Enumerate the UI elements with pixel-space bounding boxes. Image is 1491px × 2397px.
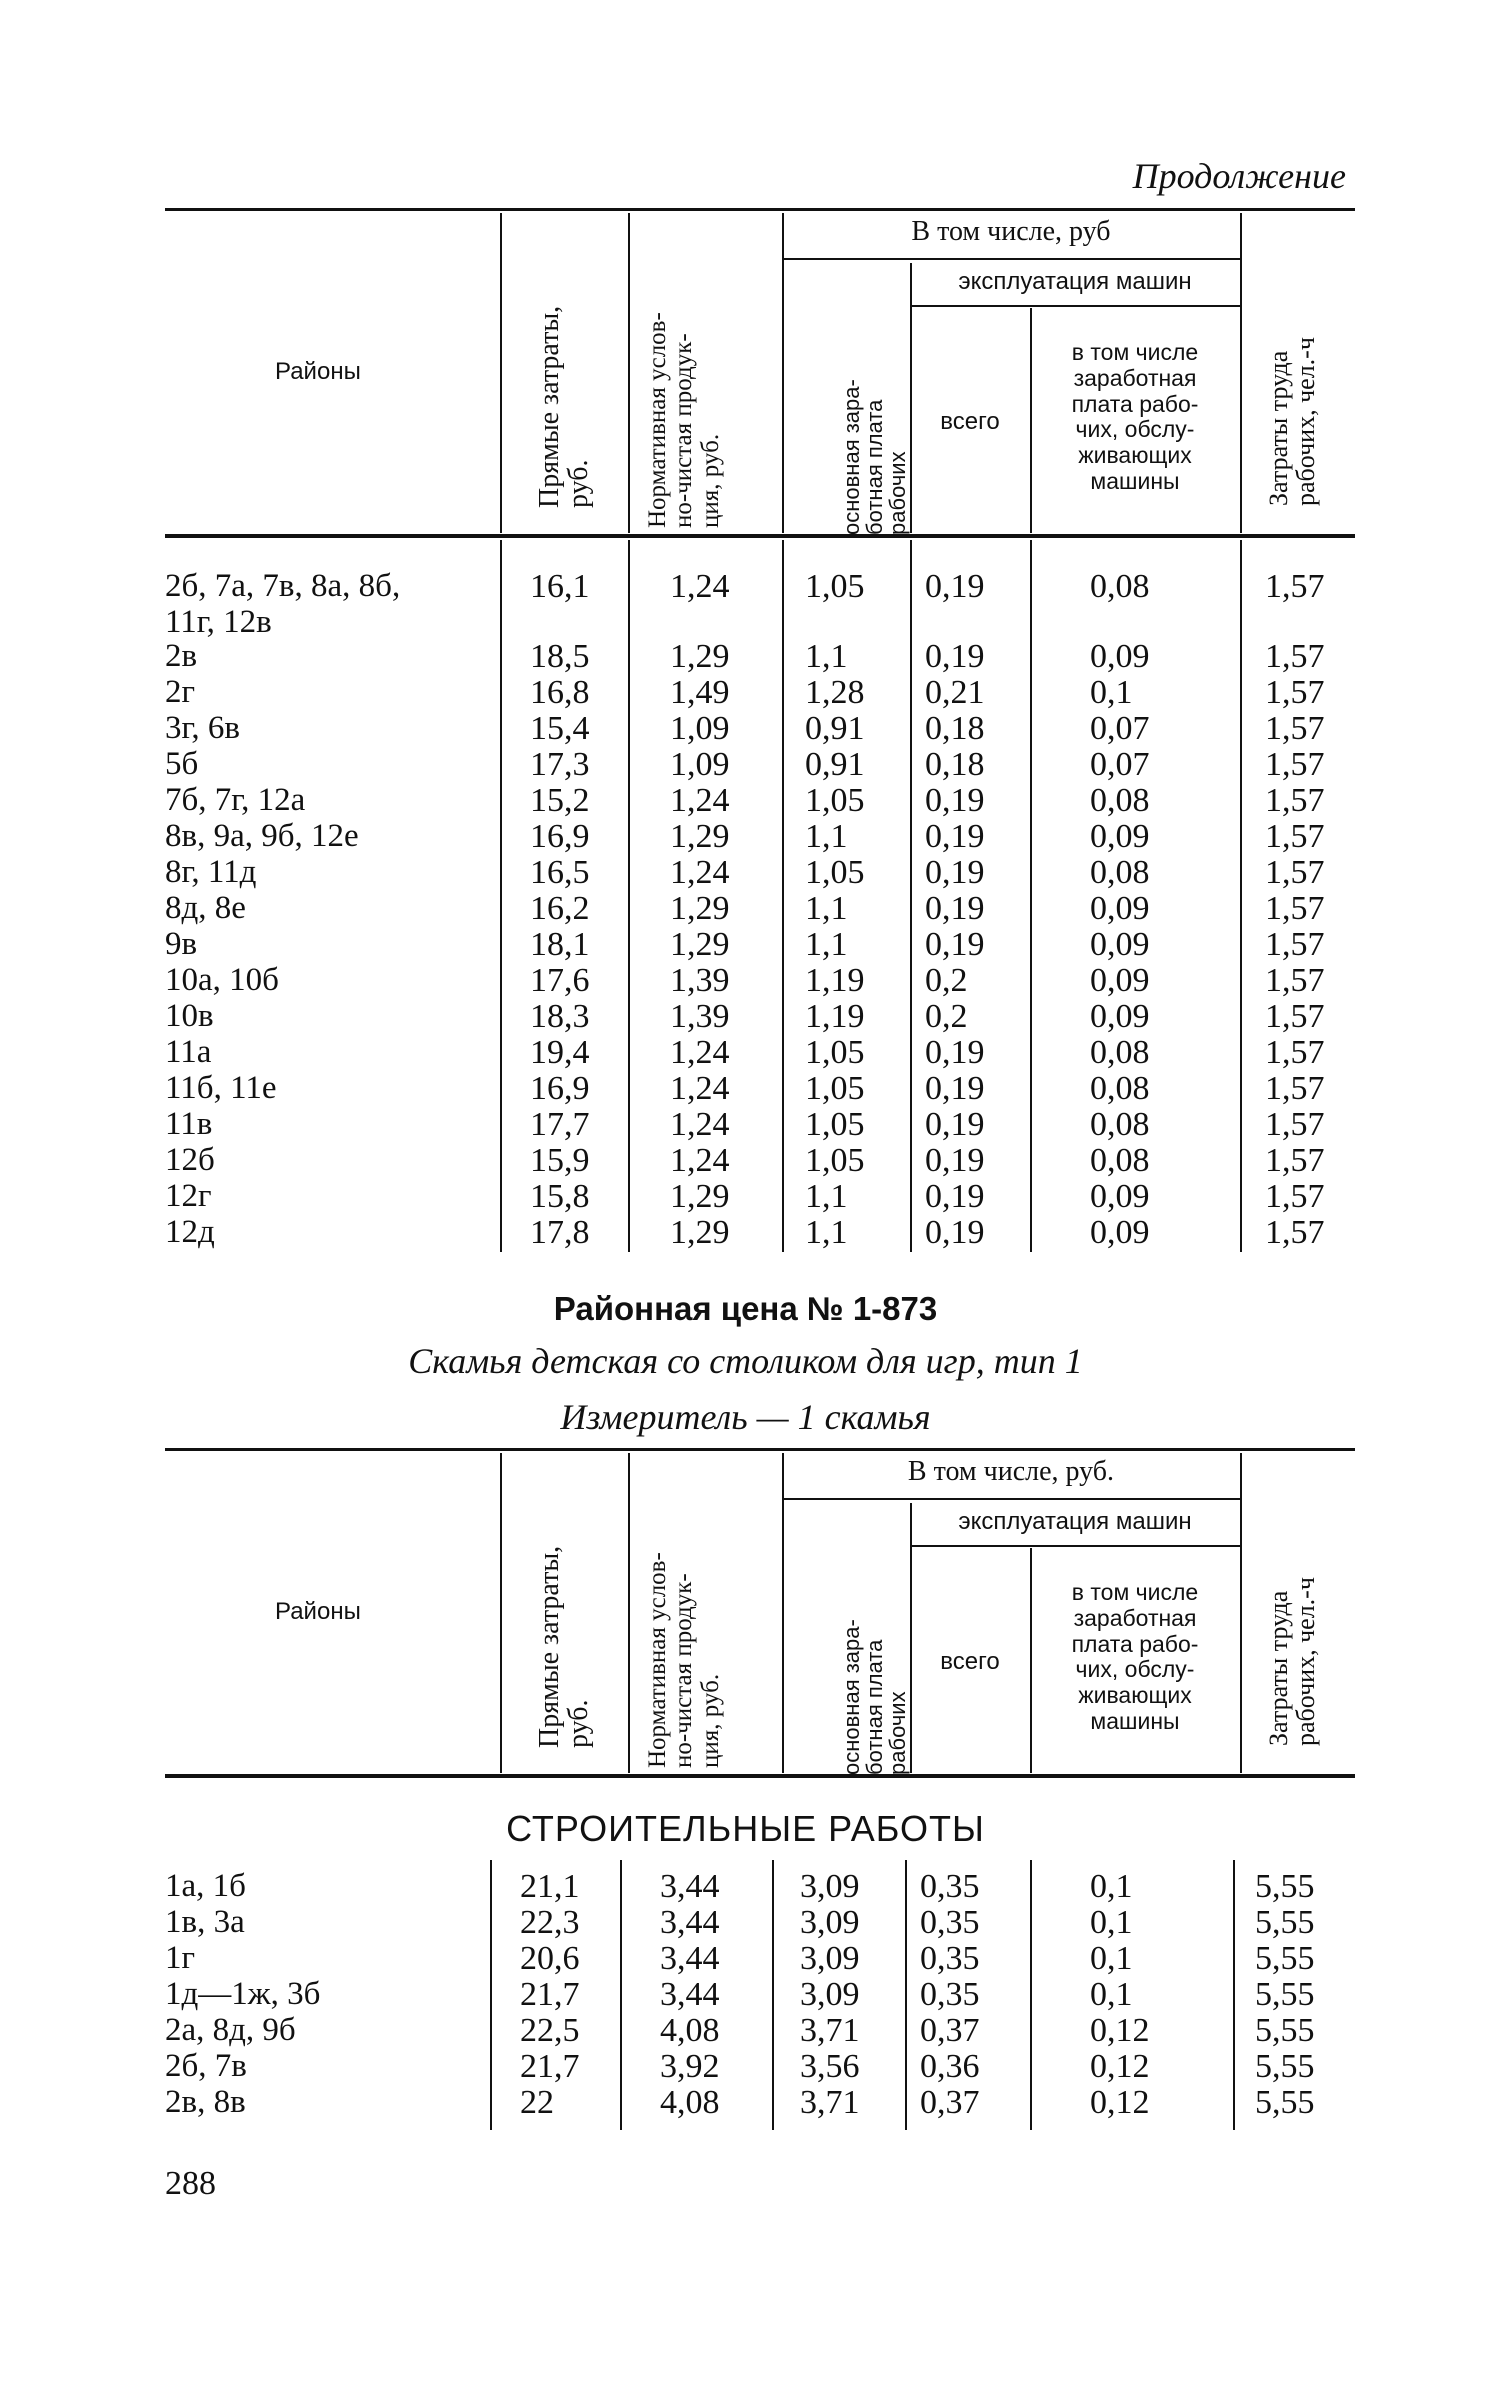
value-cell: 1,57 — [1265, 1178, 1325, 1215]
value-cell: 1,29 — [670, 890, 730, 927]
value-cell: 1,29 — [670, 638, 730, 675]
value-cell: 0,09 — [1090, 962, 1150, 999]
header-machine-ops: эксплуатация машин — [958, 268, 1192, 295]
region-cell: 8в, 9а, 9б, 12е — [165, 818, 359, 854]
item-title: Скамья детская со столиком для игр, тип 1 — [408, 1341, 1083, 1381]
value-cell: 1,57 — [1265, 638, 1325, 675]
value-cell: 1,1 — [805, 638, 848, 675]
value-cell: 17,3 — [530, 746, 590, 783]
value-cell: 0,19 — [925, 1034, 985, 1071]
region-cell: 11а — [165, 1034, 212, 1070]
divider — [500, 540, 502, 1252]
value-cell: 1,57 — [1265, 1034, 1325, 1071]
value-cell: 16,5 — [530, 854, 590, 891]
header-labor: Затраты труда рабочих, чел.-ч — [1264, 1577, 1321, 1746]
value-cell: 0,2 — [925, 962, 968, 999]
value-cell: 0,35 — [920, 1940, 980, 1977]
divider — [628, 213, 630, 533]
value-cell: 15,8 — [530, 1178, 590, 1215]
value-cell: 0,35 — [920, 1904, 980, 1941]
region-cell: 11б, 11е — [165, 1070, 277, 1106]
value-cell: 0,1 — [1090, 674, 1133, 711]
value-cell: 0,08 — [1090, 1142, 1150, 1179]
value-cell: 3,09 — [800, 1868, 860, 1905]
region-cell: 3г, 6в — [165, 710, 240, 746]
value-cell: 1,24 — [670, 782, 730, 819]
value-cell: 5,55 — [1255, 1904, 1315, 1941]
value-cell: 17,7 — [530, 1106, 590, 1143]
value-cell: 16,2 — [530, 890, 590, 927]
header-base-wage: основная зара- ботная плата рабочих — [839, 1619, 911, 1775]
value-cell: 0,08 — [1090, 1034, 1150, 1071]
price-title: Районная цена № 1-873 — [553, 1290, 938, 1327]
value-cell: 1,57 — [1265, 926, 1325, 963]
value-cell: 1,24 — [670, 1142, 730, 1179]
divider — [1030, 1860, 1032, 2130]
divider — [910, 305, 1240, 307]
header-regions: Районы — [275, 1598, 361, 1625]
value-cell: 0,19 — [925, 568, 985, 605]
value-cell: 1,1 — [805, 1178, 848, 1215]
value-cell: 0,2 — [925, 998, 968, 1035]
table2-body — [165, 1860, 1355, 2140]
value-cell: 0,09 — [1090, 1214, 1150, 1251]
value-cell: 1,57 — [1265, 1106, 1325, 1143]
divider — [165, 1448, 1355, 1451]
value-cell: 0,35 — [920, 1976, 980, 2013]
header-including: В том числе, руб — [911, 216, 1111, 247]
divider — [500, 213, 502, 533]
value-cell: 1,29 — [670, 1178, 730, 1215]
value-cell: 0,21 — [925, 674, 985, 711]
table2-header — [165, 1448, 1355, 1780]
section-title: СТРОИТЕЛЬНЫЕ РАБОТЫ — [506, 1808, 985, 1849]
value-cell: 5,55 — [1255, 2084, 1315, 2121]
value-cell: 1,57 — [1265, 710, 1325, 747]
divider — [165, 208, 1355, 211]
value-cell: 1,24 — [670, 1106, 730, 1143]
value-cell: 5,55 — [1255, 2012, 1315, 2049]
region-cell: 2б, 7в — [165, 2048, 247, 2084]
value-cell: 0,08 — [1090, 854, 1150, 891]
value-cell: 1,57 — [1265, 998, 1325, 1035]
value-cell: 1,05 — [805, 1142, 865, 1179]
divider — [1233, 1860, 1235, 2130]
divider — [490, 1860, 492, 2130]
region-cell: 10а, 10б — [165, 962, 279, 998]
value-cell: 21,7 — [520, 2048, 580, 2085]
value-cell: 0,12 — [1090, 2012, 1150, 2049]
region-cell: 5б — [165, 746, 199, 782]
value-cell: 1,1 — [805, 926, 848, 963]
value-cell: 15,9 — [530, 1142, 590, 1179]
value-cell: 22,3 — [520, 1904, 580, 1941]
value-cell: 0,19 — [925, 854, 985, 891]
value-cell: 0,19 — [925, 926, 985, 963]
divider — [620, 1860, 622, 2130]
region-cell: 2а, 8д, 9б — [165, 2012, 296, 2048]
value-cell: 1,24 — [670, 568, 730, 605]
value-cell: 3,71 — [800, 2084, 860, 2121]
divider — [628, 1453, 630, 1773]
value-cell: 1,24 — [670, 1034, 730, 1071]
value-cell: 15,4 — [530, 710, 590, 747]
value-cell: 17,6 — [530, 962, 590, 999]
divider — [782, 1453, 784, 1773]
value-cell: 1,29 — [670, 926, 730, 963]
value-cell: 1,39 — [670, 998, 730, 1035]
divider — [1240, 540, 1242, 1252]
value-cell: 0,09 — [1090, 638, 1150, 675]
value-cell: 3,44 — [660, 1940, 720, 1977]
value-cell: 0,19 — [925, 818, 985, 855]
value-cell: 0,12 — [1090, 2084, 1150, 2121]
value-cell: 1,57 — [1265, 568, 1325, 605]
value-cell: 18,3 — [530, 998, 590, 1035]
value-cell: 0,18 — [925, 710, 985, 747]
value-cell: 0,1 — [1090, 1868, 1133, 1905]
value-cell: 0,19 — [925, 890, 985, 927]
region-cell: 12г — [165, 1178, 212, 1214]
value-cell: 3,09 — [800, 1976, 860, 2013]
value-cell: 0,09 — [1090, 926, 1150, 963]
value-cell: 0,1 — [1090, 1976, 1133, 2013]
header-base-wage: основная зара- ботная плата рабочих — [839, 379, 911, 535]
value-cell: 3,92 — [660, 2048, 720, 2085]
value-cell: 0,18 — [925, 746, 985, 783]
value-cell: 4,08 — [660, 2084, 720, 2121]
value-cell: 0,08 — [1090, 1106, 1150, 1143]
region-cell: 8г, 11д — [165, 854, 257, 890]
unit-title: Измеритель — 1 скамья — [560, 1397, 931, 1437]
region-cell: 2в — [165, 638, 198, 674]
header-normative: Нормативная услов- но-чистая продук- ция, руб. — [644, 312, 724, 528]
header-labor: Затраты труда рабочих, чел.-ч — [1264, 337, 1321, 506]
value-cell: 0,19 — [925, 1214, 985, 1251]
value-cell: 0,07 — [1090, 746, 1150, 783]
region-cell: 1в, 3а — [165, 1904, 245, 1940]
value-cell: 1,29 — [670, 1214, 730, 1251]
value-cell: 0,1 — [1090, 1904, 1133, 1941]
divider — [628, 540, 630, 1252]
value-cell: 5,55 — [1255, 1868, 1315, 1905]
divider — [910, 1545, 1240, 1547]
value-cell: 0,19 — [925, 1142, 985, 1179]
continuation-label: Продолжение — [1132, 156, 1346, 196]
value-cell: 1,57 — [1265, 962, 1325, 999]
header-incl-wage: в том числе заработная плата рабо- чих, обслу- живающих машины — [1071, 1579, 1199, 1734]
region-cell: 12д — [165, 1214, 215, 1250]
value-cell: 1,05 — [805, 1070, 865, 1107]
value-cell: 0,19 — [925, 782, 985, 819]
value-cell: 1,1 — [805, 818, 848, 855]
value-cell: 5,55 — [1255, 2048, 1315, 2085]
value-cell: 1,19 — [805, 962, 865, 999]
value-cell: 19,4 — [530, 1034, 590, 1071]
value-cell: 21,7 — [520, 1976, 580, 2013]
table1-header — [165, 208, 1355, 540]
value-cell: 16,9 — [530, 1070, 590, 1107]
table1-body — [165, 540, 1355, 1255]
value-cell: 20,6 — [520, 1940, 580, 1977]
divider — [165, 534, 1355, 538]
divider — [782, 540, 784, 1252]
value-cell: 0,08 — [1090, 782, 1150, 819]
region-cell: 2в, 8в — [165, 2084, 246, 2120]
divider — [782, 258, 1240, 260]
header-machine-ops: эксплуатация машин — [958, 1508, 1192, 1535]
header-direct-costs: Прямые затраты, руб. — [534, 1545, 595, 1748]
value-cell: 1,57 — [1265, 782, 1325, 819]
header-regions: Районы — [275, 358, 361, 385]
value-cell: 1,29 — [670, 818, 730, 855]
value-cell: 0,09 — [1090, 818, 1150, 855]
value-cell: 0,08 — [1090, 568, 1150, 605]
header-direct-costs: Прямые затраты, руб. — [534, 305, 595, 508]
value-cell: 1,1 — [805, 1214, 848, 1251]
value-cell: 0,37 — [920, 2012, 980, 2049]
value-cell: 1,24 — [670, 854, 730, 891]
divider — [905, 1860, 907, 2130]
value-cell: 1,24 — [670, 1070, 730, 1107]
value-cell: 0,1 — [1090, 1940, 1133, 1977]
value-cell: 1,39 — [670, 962, 730, 999]
value-cell: 1,05 — [805, 568, 865, 605]
value-cell: 1,57 — [1265, 746, 1325, 783]
value-cell: 0,19 — [925, 1178, 985, 1215]
value-cell: 3,09 — [800, 1904, 860, 1941]
region-cell: 9в — [165, 926, 198, 962]
value-cell: 3,44 — [660, 1868, 720, 1905]
region-cell: 1а, 1б — [165, 1868, 246, 1904]
value-cell: 17,8 — [530, 1214, 590, 1251]
value-cell: 1,05 — [805, 782, 865, 819]
value-cell: 16,1 — [530, 568, 590, 605]
divider — [1030, 540, 1032, 1252]
value-cell: 1,19 — [805, 998, 865, 1035]
divider — [782, 213, 784, 533]
value-cell: 1,57 — [1265, 890, 1325, 927]
region-cell: 1д—1ж, 3б — [165, 1976, 321, 2012]
divider — [772, 1860, 774, 2130]
value-cell: 1,09 — [670, 746, 730, 783]
value-cell: 0,09 — [1090, 998, 1150, 1035]
value-cell: 4,08 — [660, 2012, 720, 2049]
divider — [165, 1774, 1355, 1778]
value-cell: 0,37 — [920, 2084, 980, 2121]
value-cell: 3,44 — [660, 1976, 720, 2013]
region-cell: 8д, 8е — [165, 890, 246, 926]
region-cell: 1г — [165, 1940, 196, 1976]
value-cell: 0,12 — [1090, 2048, 1150, 2085]
region-cell: 2г — [165, 674, 196, 710]
value-cell: 0,91 — [805, 710, 865, 747]
value-cell: 18,5 — [530, 638, 590, 675]
value-cell: 3,09 — [800, 1940, 860, 1977]
value-cell: 16,8 — [530, 674, 590, 711]
divider — [782, 1498, 1240, 1500]
value-cell: 0,19 — [925, 638, 985, 675]
header-normative: Нормативная услов- но-чистая продук- ция, руб. — [644, 1552, 724, 1768]
value-cell: 1,05 — [805, 1034, 865, 1071]
value-cell: 22 — [520, 2084, 554, 2121]
value-cell: 1,49 — [670, 674, 730, 711]
region-cell: 10в — [165, 998, 214, 1034]
value-cell: 15,2 — [530, 782, 590, 819]
value-cell: 3,71 — [800, 2012, 860, 2049]
region-cell: 11в — [165, 1106, 213, 1142]
value-cell: 18,1 — [530, 926, 590, 963]
header-total: всего — [940, 408, 1000, 435]
value-cell: 0,09 — [1090, 1178, 1150, 1215]
value-cell: 5,55 — [1255, 1976, 1315, 2013]
value-cell: 22,5 — [520, 2012, 580, 2049]
divider — [1240, 213, 1242, 533]
header-including: В том числе, руб. — [907, 1456, 1115, 1487]
value-cell: 0,07 — [1090, 710, 1150, 747]
value-cell: 1,1 — [805, 890, 848, 927]
value-cell: 1,57 — [1265, 854, 1325, 891]
value-cell: 1,57 — [1265, 818, 1325, 855]
divider — [1240, 1453, 1242, 1773]
value-cell: 1,05 — [805, 1106, 865, 1143]
value-cell: 0,35 — [920, 1868, 980, 1905]
value-cell: 1,57 — [1265, 1070, 1325, 1107]
value-cell: 0,36 — [920, 2048, 980, 2085]
value-cell: 1,05 — [805, 854, 865, 891]
value-cell: 0,91 — [805, 746, 865, 783]
value-cell: 5,55 — [1255, 1940, 1315, 1977]
value-cell: 0,09 — [1090, 890, 1150, 927]
header-incl-wage: в том числе заработная плата рабо- чих, обслу- живающих машины — [1071, 339, 1199, 494]
region-cell: 12б — [165, 1142, 215, 1178]
value-cell: 3,56 — [800, 2048, 860, 2085]
page-number: 288 — [165, 2165, 216, 2202]
value-cell: 3,44 — [660, 1904, 720, 1941]
value-cell: 0,19 — [925, 1106, 985, 1143]
value-cell: 1,57 — [1265, 1142, 1325, 1179]
value-cell: 21,1 — [520, 1868, 580, 1905]
header-total: всего — [940, 1648, 1000, 1675]
value-cell: 1,57 — [1265, 1214, 1325, 1251]
divider — [500, 1453, 502, 1773]
region-cell: 7б, 7г, 12а — [165, 782, 306, 818]
value-cell: 1,57 — [1265, 674, 1325, 711]
value-cell: 0,08 — [1090, 1070, 1150, 1107]
value-cell: 0,19 — [925, 1070, 985, 1107]
divider — [910, 540, 912, 1252]
value-cell: 1,09 — [670, 710, 730, 747]
value-cell: 16,9 — [530, 818, 590, 855]
region-cell: 2б, 7а, 7в, 8а, 8б, 11г, 12в — [165, 568, 401, 640]
value-cell: 1,28 — [805, 674, 865, 711]
